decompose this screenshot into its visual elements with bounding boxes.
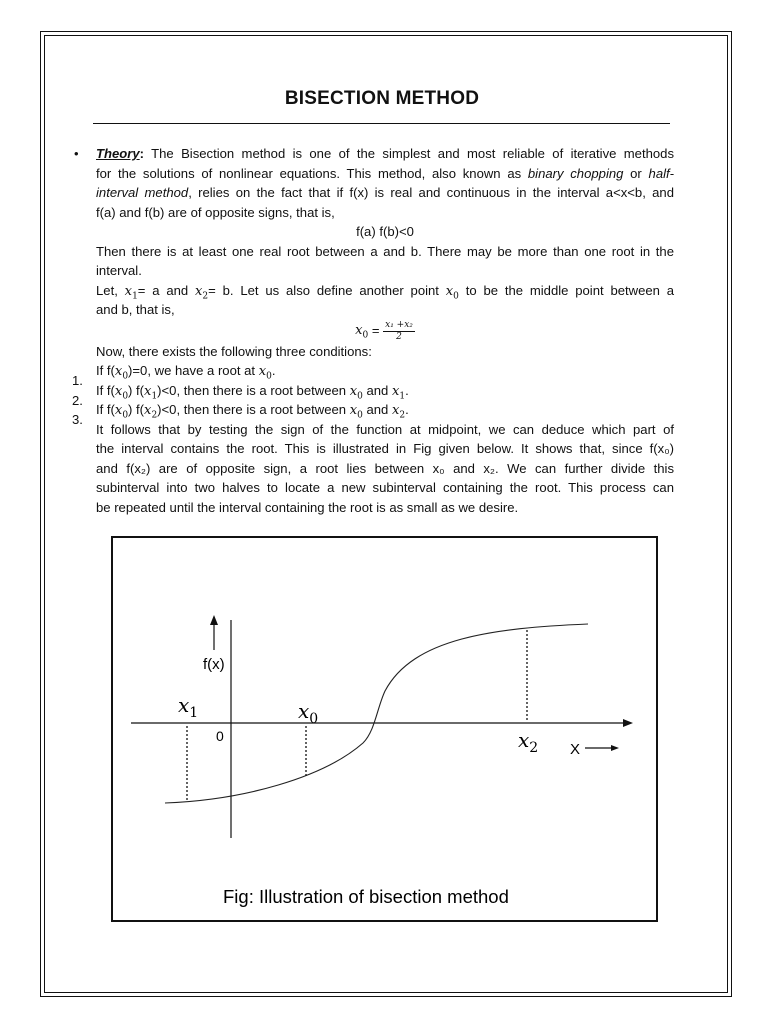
y-axis-label: f(x) — [203, 656, 225, 673]
midpoint-formula: $x_0$ = $\frac{\text{x₁ +x₂}}{2}$ — [355, 319, 413, 342]
para2-line-1: Then there is at least one real root between a and b. There may be more than one root in the — [96, 243, 674, 259]
theory-label: Theory — [96, 146, 140, 161]
para4-line-3: and f(x₂) are of opposite sign, a root lies between x₀ and x₂. We can further divide this — [96, 460, 674, 476]
theory-body — [96, 144, 674, 517]
bullet-dot: • — [74, 146, 79, 161]
x2-label: $x_2$ — [518, 728, 539, 756]
theory-line-1: Theory: The Bisection method is one of the simplest and most reliable of iterative methods — [96, 146, 674, 161]
x0-label: $x_0$ — [298, 699, 319, 727]
para4-line-4: subinterval into two halves to locate a new subinterval containing the root. This process can — [96, 480, 674, 495]
figure-box — [111, 536, 658, 922]
theory-line-4: f(a) and f(b) are of opposite signs, that is, — [96, 204, 335, 220]
list-number-1: 1. — [72, 373, 83, 388]
para2-line-2: interval. — [96, 263, 142, 278]
theory-line-2: for the solutions of nonlinear equations. This method, also known as binary chopping or half- — [96, 165, 675, 181]
condition-1: If $f(x_0)=0$, we have a root at $x_0$. — [96, 363, 276, 382]
para3-line-2: and b, that is, — [96, 302, 175, 317]
origin-label: 0 — [216, 728, 224, 744]
condition-3: If $f(x_0)$ $f(x_2)<0$, then there is a root between $x_0$ and $x_2$. — [96, 402, 409, 421]
list-number-3: 3. — [72, 412, 83, 427]
para4-line-2: the interval contains the root. This is illustrated in Fig given below. It shows that, since f(x₀) — [96, 441, 674, 456]
bisection-figure — [113, 538, 656, 920]
figure-caption: Fig: Illustration of bisection method — [223, 886, 509, 907]
para3-line-1: Let, $x_1= a$ and $x_2= b$. Let us also define another point $x_0$ to be the middle point between a — [96, 282, 675, 302]
list-number-2: 2. — [72, 392, 83, 408]
now-line: Now, there exists the following three conditions: — [96, 343, 372, 359]
x-axis-label: X — [570, 741, 581, 758]
fx-arrowhead — [210, 615, 218, 625]
function-curve — [165, 624, 588, 803]
condition-formula: f(a) f(b)<0 — [356, 224, 414, 239]
theory-line-3: interval method, relies on the fact that if f(x) is real and continuous in the interval a<x<b, and — [96, 185, 674, 200]
para4-line-1: It follows that by testing the sign of the function at midpoint, we can deduce which part of — [96, 421, 674, 437]
page-title: BISECTION METHOD — [284, 88, 480, 109]
condition-2: If $f(x_0)$ $f(x_1)<0$, then there is a root between $x_0$ and $x_1$. — [96, 382, 409, 402]
x1-label: $x_1$ — [178, 693, 199, 721]
para4-line-5: be repeated until the interval containing the root is as small as we desire. — [96, 499, 519, 515]
x-axis-arrowhead — [623, 719, 633, 727]
x-label-arrowhead — [611, 745, 619, 751]
title-rule — [93, 123, 670, 124]
